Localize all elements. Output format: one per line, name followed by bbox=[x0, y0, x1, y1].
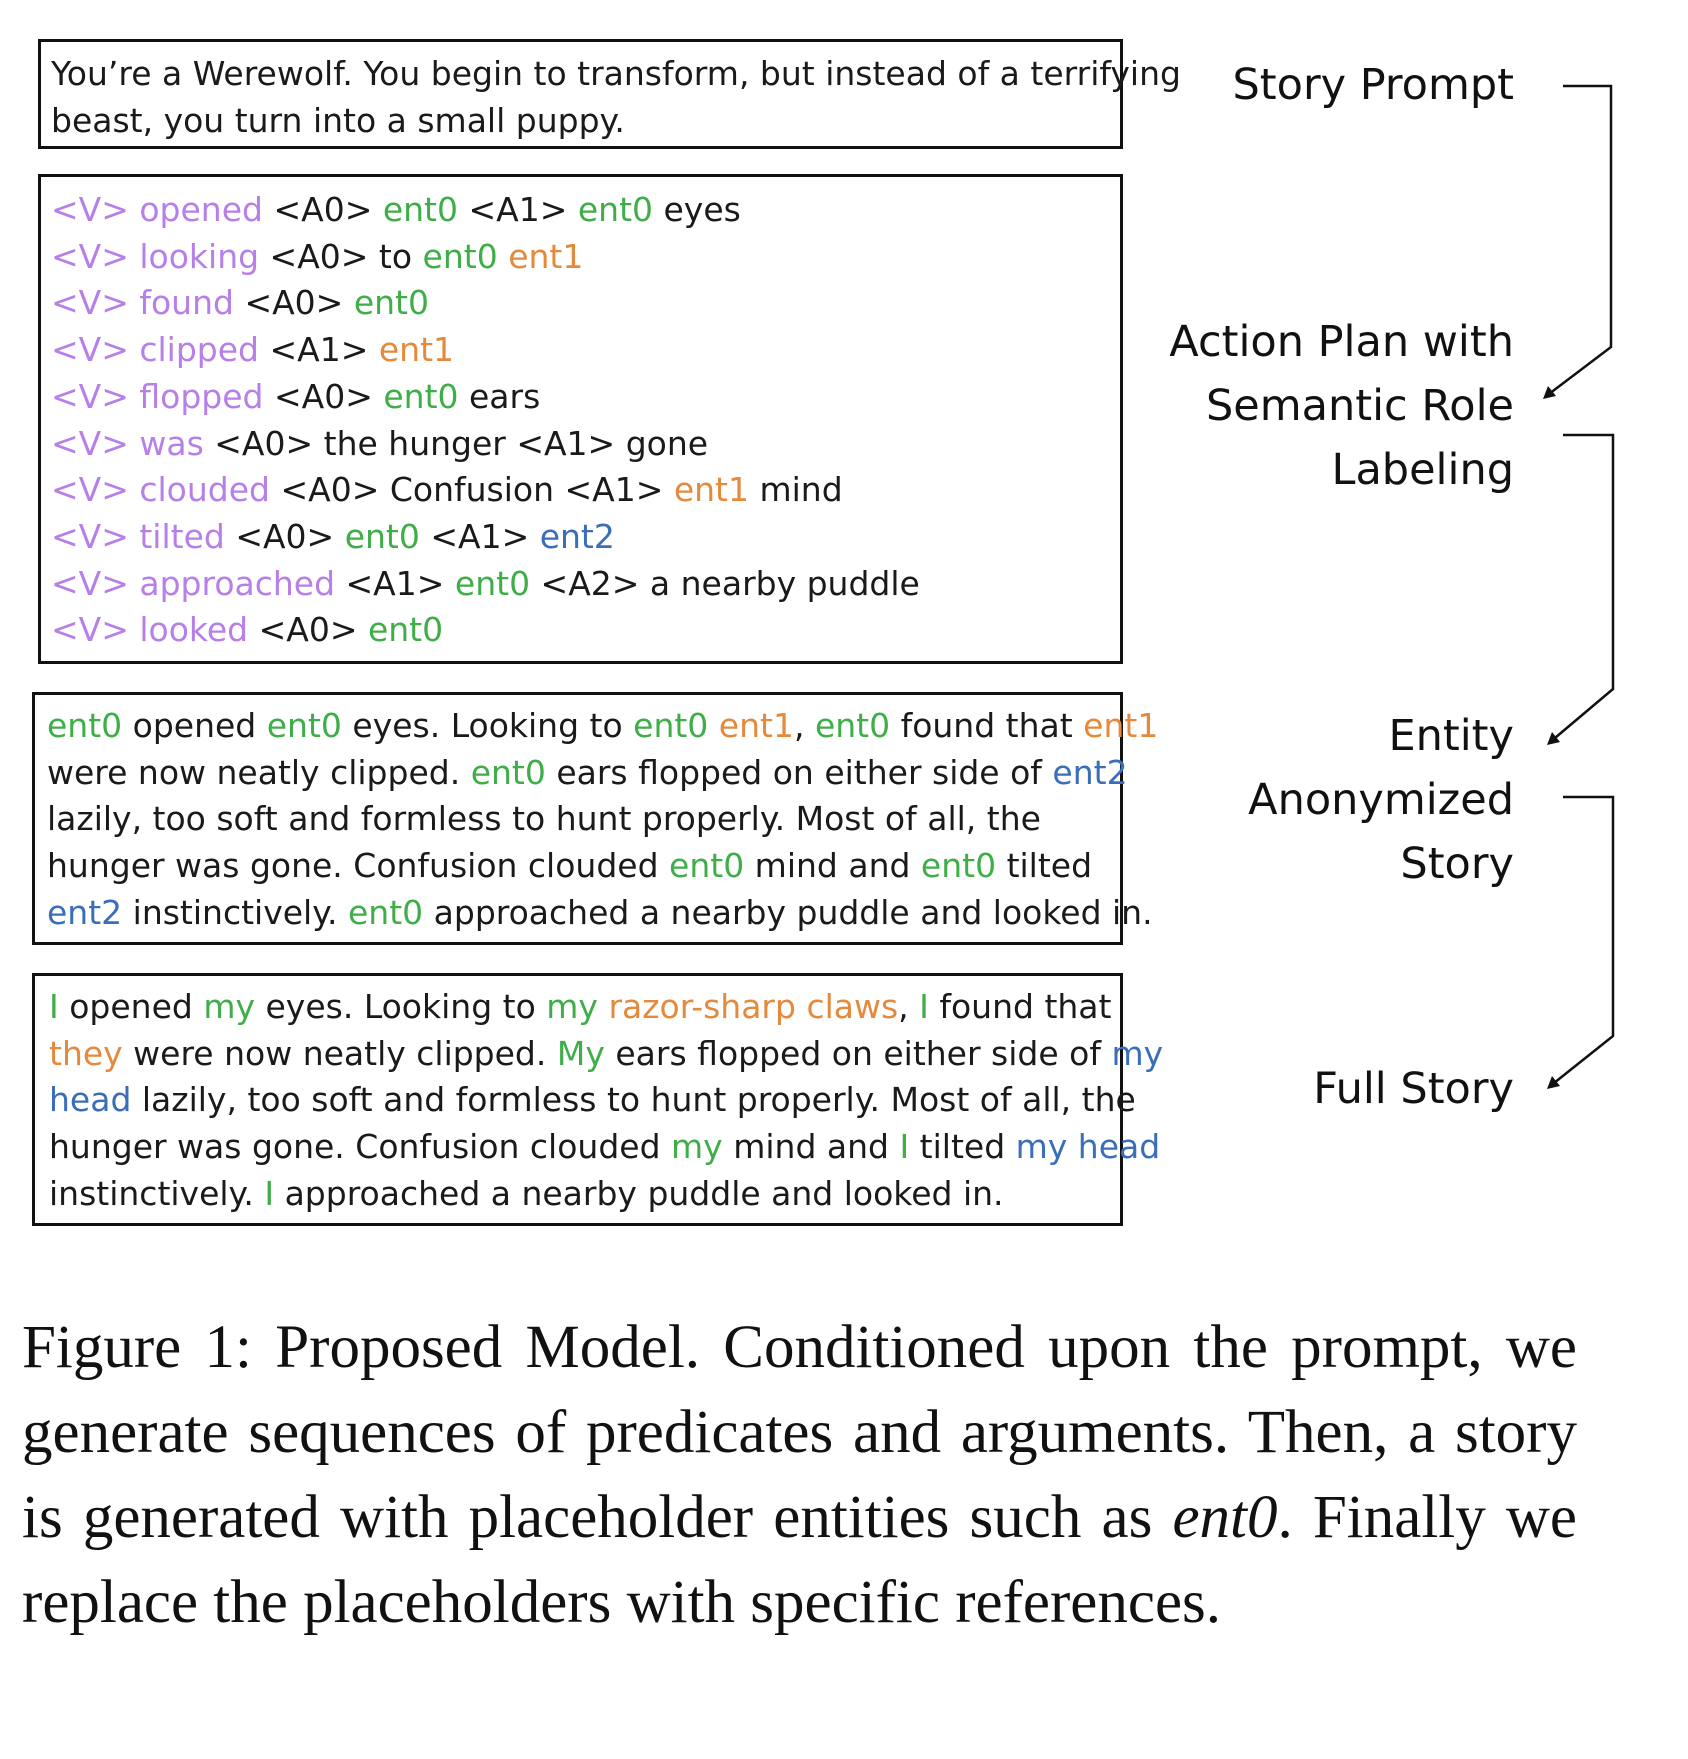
caption-suffix: . Finally we replace the placeholders with specific references. bbox=[22, 1484, 1577, 1636]
text-segment: <A1> bbox=[419, 516, 540, 556]
text-segment: <A0> bbox=[224, 516, 345, 556]
caption-prefix: Figure 1: Proposed Model. Conditioned upon the prompt, we generate sequences of predicates and arguments. Then, a story is generated with placeholder entities such as bbox=[22, 1314, 1577, 1551]
arrow-plan-to-anonymized bbox=[1549, 435, 1613, 743]
entity-token-e0: I bbox=[264, 1173, 275, 1213]
text-segment: <A0> bbox=[248, 610, 368, 650]
text-segment: tilted bbox=[996, 846, 1093, 886]
label-entity-anonymized-story: Entity Anonymized Story bbox=[1248, 711, 1514, 889]
text-segment: opened bbox=[58, 987, 204, 1026]
entity-token-e2: head bbox=[49, 1080, 132, 1120]
entity-token-e2: ent2 bbox=[1052, 752, 1128, 792]
text-segment: opened bbox=[122, 706, 267, 745]
text-segment: ears flopped on either side of bbox=[545, 752, 1053, 792]
text-segment: You’re a Werewolf. You begin to transform, but instead of a terrifying bbox=[51, 54, 1181, 93]
text-segment: <A2> a nearby puddle bbox=[530, 563, 920, 603]
text-segment: , bbox=[898, 987, 920, 1026]
arrowhead-full bbox=[1547, 1076, 1560, 1089]
verb-token: <V> clouded bbox=[51, 470, 270, 510]
figure-caption bbox=[22, 1305, 1577, 1645]
text-segment: eyes. Looking to bbox=[255, 987, 547, 1026]
entity-token-e1: razor-sharp claws bbox=[608, 987, 899, 1026]
entity-token-e0: my bbox=[671, 1127, 723, 1167]
verb-token: <V> was bbox=[51, 423, 204, 463]
entity-token-e1: ent1 bbox=[1083, 706, 1159, 745]
text-segment: eyes bbox=[653, 190, 741, 229]
text-segment: <A1> bbox=[259, 330, 379, 370]
entity-token-e2: my head bbox=[1015, 1127, 1161, 1167]
text-segment: found that bbox=[890, 706, 1084, 745]
verb-token: <V> flopped bbox=[51, 376, 264, 416]
entity-token-e1: they bbox=[49, 1033, 123, 1073]
text-segment: <A0> to bbox=[259, 236, 423, 276]
text-segment: eyes. Looking to bbox=[341, 706, 634, 745]
entity-token-e1: ent1 bbox=[673, 470, 749, 510]
verb-token: <V> found bbox=[51, 283, 234, 323]
entity-token-e0: ent0 bbox=[814, 706, 891, 745]
entity-token-e0: ent0 bbox=[47, 706, 123, 745]
entity-token-e0: ent0 bbox=[669, 846, 745, 886]
entity-token-e2: my bbox=[1111, 1033, 1164, 1073]
entity-token-e1: ent1 bbox=[718, 706, 794, 745]
entity-token-e0: my bbox=[203, 987, 256, 1026]
text-segment: lazily, too soft and formless to hunt properly. Most of all, the bbox=[47, 799, 1041, 839]
text-segment: <A0> the hunger <A1> gone bbox=[203, 423, 709, 463]
entity-token-e0: ent0 bbox=[470, 752, 546, 792]
text-segment: mind and bbox=[744, 846, 921, 886]
text-segment: ears bbox=[458, 376, 541, 416]
text-segment: hunger was gone. Confusion clouded bbox=[49, 1127, 672, 1167]
verb-token: <V> approached bbox=[51, 563, 336, 603]
text-segment: <A0> Confusion <A1> bbox=[269, 470, 674, 510]
text-segment: approached a nearby puddle and looked in. bbox=[274, 1173, 1004, 1213]
text-segment: hunger was gone. Confusion clouded bbox=[47, 846, 670, 886]
arrow-prompt-to-plan bbox=[1545, 86, 1611, 397]
entity-token-e1: ent1 bbox=[508, 236, 584, 276]
entity-token-e0: ent0 bbox=[454, 563, 531, 603]
entity-token-e0: ent0 bbox=[344, 516, 420, 556]
text-segment: tilted bbox=[909, 1127, 1016, 1167]
text-segment: beast, you turn into a small puppy. bbox=[51, 101, 625, 140]
text-segment: <A0> bbox=[233, 283, 354, 323]
text-segment: <A1> bbox=[458, 190, 578, 229]
entity-token-e0: I bbox=[919, 987, 929, 1026]
text-segment: were now neatly clipped. bbox=[47, 752, 471, 792]
entity-token-e2: ent2 bbox=[539, 516, 615, 556]
text-segment: <A0> bbox=[262, 190, 383, 229]
text-segment: lazily, too soft and formless to hunt properly. Most of all, the bbox=[131, 1080, 1136, 1120]
verb-token: <V> looking bbox=[51, 236, 260, 276]
text-segment: instinctively. bbox=[122, 892, 348, 932]
text-segment: , bbox=[793, 706, 815, 745]
entity-token-e0: ent0 bbox=[382, 190, 458, 229]
text-segment: mind and bbox=[722, 1127, 900, 1167]
label-story-prompt: Story Prompt bbox=[1232, 60, 1514, 110]
entity-token-e0: ent0 bbox=[422, 236, 498, 276]
entity-token-e0: ent0 bbox=[367, 610, 444, 650]
text-segment: instinctively. bbox=[49, 1173, 265, 1213]
entity-token-e0: ent0 bbox=[633, 706, 709, 745]
entity-token-e0: I bbox=[49, 987, 59, 1026]
entity-token-e1: ent1 bbox=[378, 330, 455, 370]
label-full-story: Full Story bbox=[1313, 1064, 1514, 1114]
entity-token-e0: ent0 bbox=[266, 706, 342, 745]
caption-emphasis: ent0 bbox=[1172, 1484, 1278, 1551]
label-action-plan: Action Plan with Semantic Role Labeling bbox=[1169, 317, 1514, 495]
entity-token-e0: my bbox=[546, 987, 598, 1026]
entity-token-e0: My bbox=[556, 1033, 605, 1073]
verb-token: <V> tilted bbox=[51, 516, 225, 556]
text-segment: found that bbox=[928, 987, 1112, 1026]
text-segment: <A1> bbox=[335, 563, 455, 603]
verb-token: <V> clipped bbox=[51, 330, 259, 370]
text-segment: were now neatly clipped. bbox=[122, 1033, 557, 1073]
entity-token-e0: I bbox=[899, 1127, 910, 1167]
arrowhead-plan bbox=[1543, 386, 1556, 399]
text-segment: mind bbox=[749, 470, 843, 510]
verb-token: <V> opened bbox=[51, 190, 263, 229]
entity-token-e0: ent0 bbox=[353, 283, 429, 323]
entity-token-e0: ent0 bbox=[577, 190, 654, 229]
verb-token: <V> looked bbox=[51, 610, 249, 650]
text-segment: <A0> bbox=[263, 376, 384, 416]
arrow-anonymized-to-full bbox=[1549, 797, 1613, 1087]
entity-token-e0: ent0 bbox=[383, 376, 459, 416]
text-segment: approached a nearby puddle and looked in. bbox=[423, 892, 1153, 932]
entity-token-e2: ent2 bbox=[47, 892, 123, 932]
entity-token-e0: ent0 bbox=[920, 846, 997, 886]
text-segment: ears flopped on either side of bbox=[604, 1033, 1112, 1073]
entity-token-e0: ent0 bbox=[348, 892, 424, 932]
